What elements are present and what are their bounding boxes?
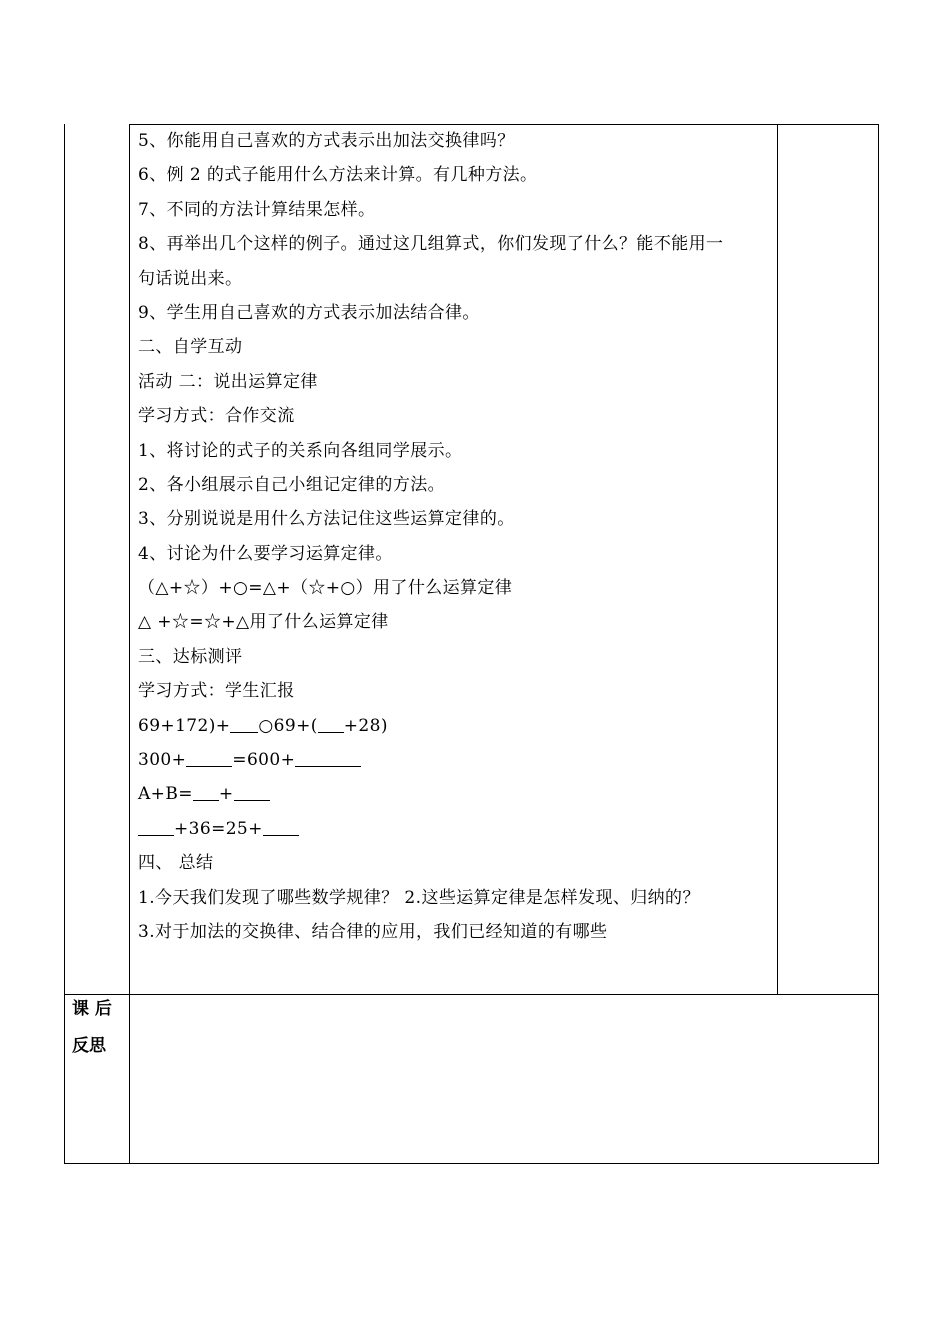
text-line: 7、不同的方法计算结果怎样。 bbox=[138, 199, 376, 220]
exercise-line bbox=[138, 812, 774, 846]
activity-title: 活动 二：说出运算定律 bbox=[138, 371, 318, 392]
section-heading: 二、自学互动 bbox=[138, 337, 243, 358]
table-border-right bbox=[878, 124, 879, 1164]
answer-blank bbox=[186, 750, 232, 767]
exercise-text: 300+ bbox=[138, 750, 187, 771]
answer-blank bbox=[230, 716, 258, 733]
formula-line: △ +☆=☆+△用了什么运算定律 bbox=[138, 612, 389, 633]
learning-method: 学习方式：学生汇报 bbox=[138, 681, 295, 702]
reflection-cell bbox=[130, 995, 877, 1162]
text-line: 5、你能用自己喜欢的方式表示出加法交换律吗？ bbox=[138, 131, 515, 151]
text-line: 6、例 2 的式子能用什么方法来计算。有几种方法。 bbox=[138, 165, 538, 186]
exercise-text: + bbox=[218, 784, 234, 805]
text-line: 3、分别说说是用什么方法记住这些运算定律的。 bbox=[138, 509, 515, 530]
exercise-text: A+B= bbox=[138, 784, 193, 805]
exercise-line bbox=[138, 777, 774, 811]
exercise-text: =600+ bbox=[232, 750, 296, 771]
answer-blank bbox=[234, 784, 270, 801]
text-line: 9、学生用自己喜欢的方式表示加法结合律。 bbox=[138, 302, 480, 323]
text-line: 3.对于加法的交换律、结合律的应用，我们已经知道的有哪些 bbox=[138, 921, 608, 942]
exercise-text: ○69+( bbox=[258, 715, 318, 736]
section-heading: 四、 总结 bbox=[138, 853, 214, 874]
exercise-text: 69+172)+ bbox=[138, 715, 231, 736]
exercise-text: +36=25+ bbox=[174, 818, 263, 839]
formula-line: （△+☆）+○=△+（☆+○）用了什么运算定律 bbox=[138, 578, 513, 599]
text-line: 8、再举出几个这样的例子。通过这几组算式，你们发现了什么？能不能用一 bbox=[138, 234, 724, 255]
answer-blank bbox=[318, 716, 344, 733]
answer-blank bbox=[193, 784, 219, 801]
exercise-text: +28) bbox=[343, 715, 388, 736]
text-line: 2、各小组展示自己小组记定律的方法。 bbox=[138, 474, 446, 495]
answer-blank bbox=[263, 819, 299, 836]
lesson-content bbox=[138, 124, 774, 949]
answer-blank bbox=[138, 819, 174, 836]
table-border-bottom bbox=[64, 1163, 879, 1164]
text-line: 句话说出来。 bbox=[138, 268, 243, 289]
text-line: 1.今天我们发现了哪些数学规律？ 2.这些运算定律是怎样发现、归纳的？ bbox=[138, 887, 700, 908]
learning-method: 学习方式：合作交流 bbox=[138, 406, 295, 427]
table-border-col2 bbox=[777, 124, 778, 994]
exercise-line bbox=[138, 743, 774, 777]
reflection-label-line2: 反思 bbox=[72, 1036, 106, 1056]
answer-blank bbox=[295, 750, 361, 767]
table-border-left bbox=[64, 124, 65, 1164]
exercise-line bbox=[138, 709, 774, 743]
text-line: 4、讨论为什么要学习运算定律。 bbox=[138, 543, 393, 564]
section-heading: 三、达标测评 bbox=[138, 646, 243, 667]
reflection-label-line1: 课 后 bbox=[72, 999, 112, 1019]
text-line: 1、将讨论的式子的关系向各组同学展示。 bbox=[138, 440, 463, 461]
